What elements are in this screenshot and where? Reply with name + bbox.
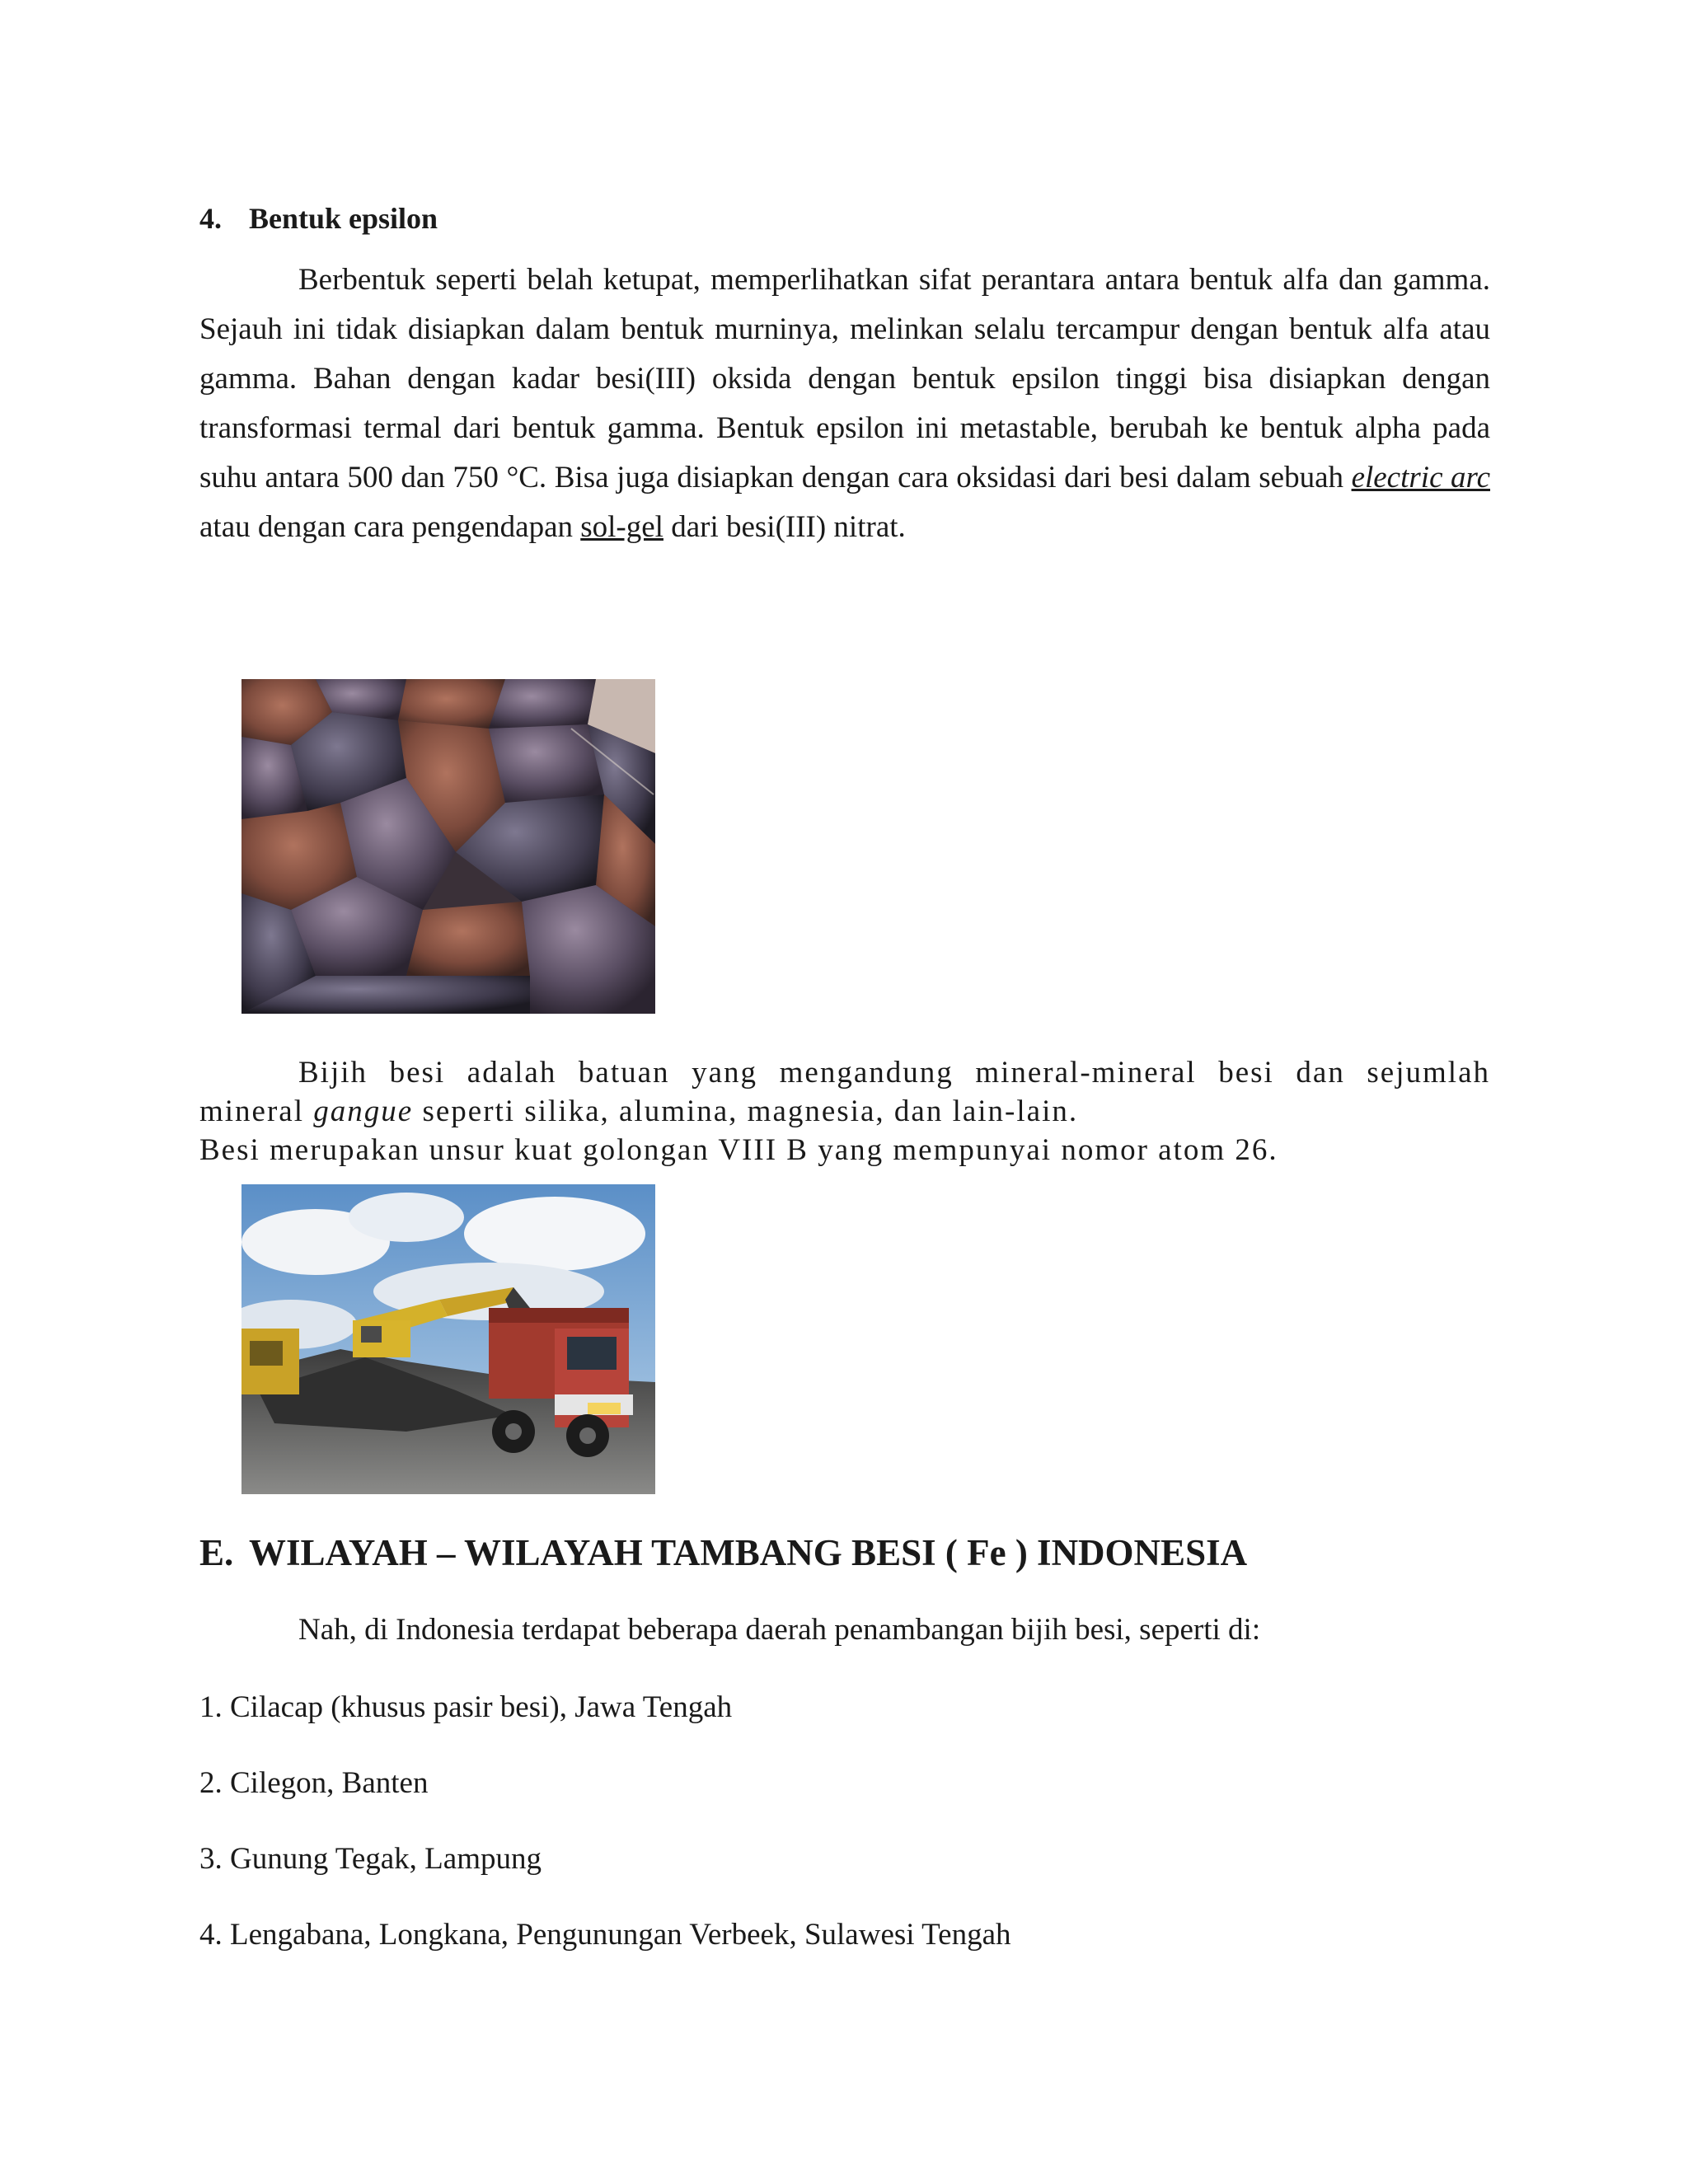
list-item: 1. Cilacap (khusus pasir besi), Jawa Tengah [199,1690,733,1724]
paragraph-text: seperti silika, alumina, magnesia, dan lain-lain. [413,1094,1079,1128]
gangue-term: gangue [313,1094,414,1128]
list-item: 3. Gunung Tegak, Lampung [199,1842,542,1876]
paragraph-text: Bijih besi adalah batuan yang mengandung mineral-mineral besi dan sejumlah mineral [199,1056,1490,1128]
subsection-number: 4. [199,202,222,235]
paragraph-text: dari besi(III) nitrat. [663,510,906,544]
list-item: 4. Lengabana, Longkana, Pengunungan Verbeek, Sulawesi Tengah [199,1918,1011,1952]
paragraph-text: atau dengan cara pengendapan [199,510,581,544]
epsilon-paragraph [199,255,1490,552]
subsection-title: Bentuk epsilon [249,202,438,235]
subsection-heading [199,201,438,236]
sol-gel-link[interactable]: sol-gel [580,510,663,544]
section-title: WILAYAH – WILAYAH TAMBANG BESI ( Fe ) INDONESIA [249,1532,1248,1573]
intro-text: Nah, di Indonesia terdapat beberapa daerah penambangan bijih besi, seperti di: [298,1613,1261,1647]
section-heading [199,1531,1247,1574]
paragraph-text: Berbentuk seperti belah ketupat, memperlihatkan sifat perantara antara bentuk alfa dan gamma. Sejauh ini tidak disiapkan dalam bentuk murninya, melinkan selalu tercampur dengan bentuk alfa atau gamma. Bahan dengan kadar besi(III) oksida dengan bentuk epsilon tinggi bisa disiapkan dengan transformasi termal dari bentuk gamma. Bentuk epsilon ini metastable, berubah ke bentuk alpha pada suhu antara 500 dan 750 °C. Bisa juga disiapkan dengan cara oksidasi dari besi dalam sebuah [199,263,1490,494]
electric-arc-link[interactable]: electric arc [1351,461,1490,494]
ore-paragraph [199,1053,1490,1131]
iron-ore-photo [241,679,655,1014]
list-item: 2. Cilegon, Banten [199,1766,429,1800]
section-letter: E. [199,1532,234,1573]
iron-element-paragraph: Besi merupakan unsur kuat golongan VIII B yang mempunyai nomor atom 26. [199,1133,1278,1167]
mining-site-photo [241,1184,655,1494]
